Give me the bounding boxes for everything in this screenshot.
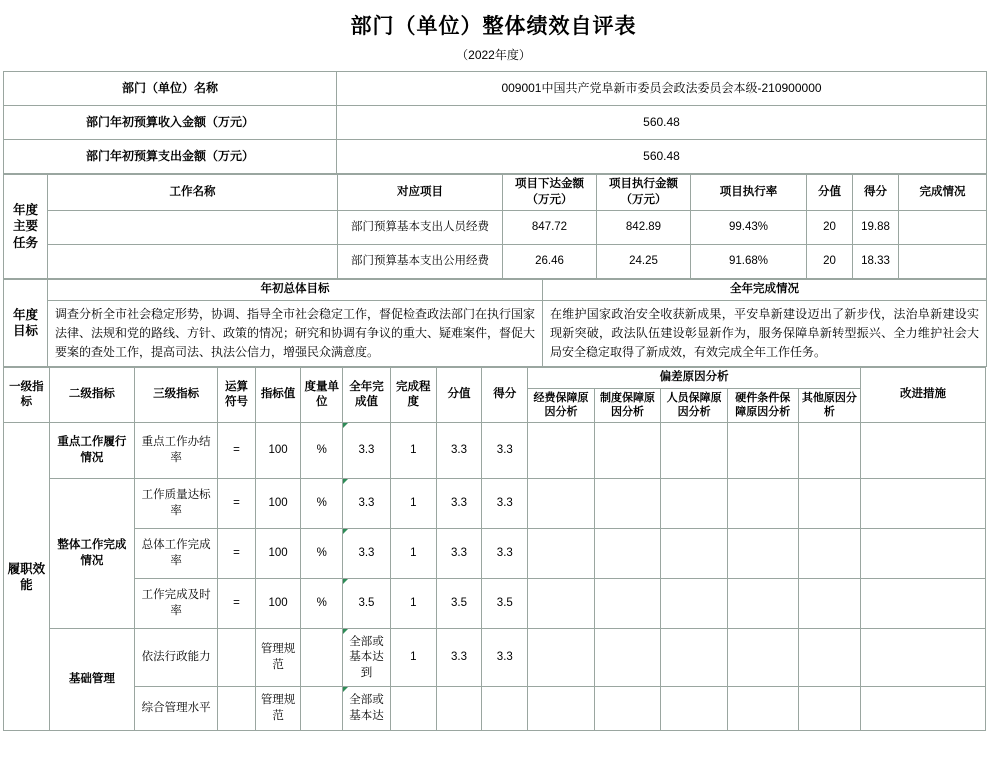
- indicator-score-value: 3.3: [436, 423, 482, 479]
- indicator-unit: [301, 629, 343, 687]
- indicator-level3: 综合管理水平: [135, 687, 218, 731]
- indicator-dev-staff: [661, 579, 728, 629]
- indicator-completion: 1: [390, 579, 436, 629]
- task-status: [899, 211, 987, 245]
- indicator-score: 3.3: [482, 423, 528, 479]
- col-level2: 二级指标: [49, 368, 134, 423]
- col-target-value: 指标值: [255, 368, 301, 423]
- indicator-dev-other: [798, 479, 860, 529]
- indicator-dev-funding: [528, 687, 595, 731]
- task-score: 18.33: [853, 245, 899, 279]
- indicator-dev-system: [594, 687, 661, 731]
- col-dev-staff: 人员保障原因分析: [661, 388, 728, 423]
- indicator-level1: 履职效能: [4, 423, 50, 731]
- indicator-completion: 1: [390, 479, 436, 529]
- col-execution-rate: 项目执行率: [691, 175, 807, 211]
- task-project: 部门预算基本支出人员经费: [338, 211, 503, 245]
- annual-tasks-row-label: 年度主要任务: [4, 175, 48, 279]
- col-allocated: 项目下达金额（万元）: [503, 175, 597, 211]
- goals-initial-header: 年初总体目标: [48, 280, 543, 301]
- title-block: [0, 0, 987, 63]
- indicator-completion: [390, 687, 436, 731]
- col-score: 得分: [853, 175, 899, 211]
- page-subtitle: （2022年度）: [456, 48, 531, 62]
- indicator-operator: =: [218, 479, 255, 529]
- indicator-score-value: 3.3: [436, 529, 482, 579]
- annual-tasks-table: [3, 174, 987, 279]
- col-completion: 完成程度: [390, 368, 436, 423]
- indicator-operator: [218, 687, 255, 731]
- col-score-value: 分值: [436, 368, 482, 423]
- dept-name-label: 部门（单位）名称: [4, 72, 337, 106]
- col-dev-hardware: 硬件条件保障原因分析: [727, 388, 798, 423]
- table-row: [4, 106, 987, 140]
- indicator-target: 100: [255, 423, 301, 479]
- indicator-table: [3, 367, 986, 731]
- task-allocated: 26.46: [503, 245, 597, 279]
- indicator-dev-staff: [661, 423, 728, 479]
- indicator-level2: 整体工作完成情况: [49, 479, 134, 629]
- indicator-score-value: [436, 687, 482, 731]
- indicator-actual: 3.5: [343, 579, 391, 629]
- indicator-level2: 基础管理: [49, 629, 134, 731]
- indicator-dev-other: [798, 579, 860, 629]
- task-rate: 99.43%: [691, 211, 807, 245]
- indicator-dev-funding: [528, 579, 595, 629]
- task-score-value: 20: [807, 245, 853, 279]
- table-row: [4, 479, 986, 529]
- indicator-unit: [301, 687, 343, 731]
- task-work-name: [48, 245, 338, 279]
- col-score-value: 分值: [807, 175, 853, 211]
- indicator-completion: 1: [390, 423, 436, 479]
- indicator-dev-staff: [661, 479, 728, 529]
- budget-expense-label: 部门年初预算支出金额（万元）: [4, 140, 337, 174]
- indicator-operator: =: [218, 579, 255, 629]
- indicator-dev-other: [798, 423, 860, 479]
- indicator-level3: 工作完成及时率: [135, 579, 218, 629]
- indicator-dev-system: [594, 629, 661, 687]
- indicator-dev-other: [798, 687, 860, 731]
- indicator-level3: 重点工作办结率: [135, 423, 218, 479]
- indicator-dev-hardware: [727, 687, 798, 731]
- indicator-improvement: [861, 479, 986, 529]
- table-row: [4, 629, 986, 687]
- col-status: 完成情况: [899, 175, 987, 211]
- indicator-dev-other: [798, 529, 860, 579]
- table-row: [4, 140, 987, 174]
- indicator-target: 100: [255, 479, 301, 529]
- indicator-dev-system: [594, 529, 661, 579]
- budget-income-value: 560.48: [337, 106, 987, 140]
- indicator-target: 管理规范: [255, 629, 301, 687]
- col-operator: 运算符号: [218, 368, 255, 423]
- task-project: 部门预算基本支出公用经费: [338, 245, 503, 279]
- indicator-actual: 全部或基本达: [343, 687, 391, 731]
- goals-completion-text: 在维护国家政治安全收获新成果，平安阜新建设迈出了新步伐，法治阜新建设实现新突破，政法队伍建设彰显新作为，服务保障阜新转型振兴、全力维护社会大局安全稳定取得了新成效，有效完成全年工作任务。: [543, 300, 987, 367]
- page-title: 部门（单位）整体绩效自评表: [350, 15, 637, 38]
- task-score-value: 20: [807, 211, 853, 245]
- table-row: [4, 579, 986, 629]
- indicator-dev-hardware: [727, 479, 798, 529]
- indicator-dev-hardware: [727, 529, 798, 579]
- annual-goals-table: [3, 279, 987, 367]
- indicator-operator: [218, 629, 255, 687]
- table-row: [4, 300, 987, 367]
- indicator-improvement: [861, 579, 986, 629]
- indicator-unit: %: [301, 579, 343, 629]
- task-executed: 842.89: [597, 211, 691, 245]
- indicator-dev-system: [594, 579, 661, 629]
- task-status: [899, 245, 987, 279]
- indicator-operator: =: [218, 423, 255, 479]
- col-deviation-group: 偏差原因分析: [528, 368, 861, 389]
- indicator-level3: 依法行政能力: [135, 629, 218, 687]
- indicator-completion: 1: [390, 629, 436, 687]
- task-executed: 24.25: [597, 245, 691, 279]
- indicator-actual: 3.3: [343, 529, 391, 579]
- indicator-dev-funding: [528, 479, 595, 529]
- budget-income-label: 部门年初预算收入金额（万元）: [4, 106, 337, 140]
- table-row: [4, 687, 986, 731]
- col-level1: 一级指标: [4, 368, 50, 423]
- indicator-improvement: [861, 423, 986, 479]
- indicator-improvement: [861, 629, 986, 687]
- indicator-dev-system: [594, 479, 661, 529]
- table-row: [4, 245, 987, 279]
- indicator-dev-staff: [661, 629, 728, 687]
- indicator-operator: =: [218, 529, 255, 579]
- col-dev-funding: 经费保障原因分析: [528, 388, 595, 423]
- indicator-unit: %: [301, 479, 343, 529]
- col-unit: 度量单位: [301, 368, 343, 423]
- task-score: 19.88: [853, 211, 899, 245]
- indicator-level3: 总体工作完成率: [135, 529, 218, 579]
- dept-name-value: 009001中国共产党阜新市委员会政法委员会本级-210900000: [337, 72, 987, 106]
- indicator-score: 3.3: [482, 529, 528, 579]
- indicator-unit: %: [301, 529, 343, 579]
- col-project: 对应项目: [338, 175, 503, 211]
- table-row: [4, 280, 987, 301]
- indicator-dev-funding: [528, 629, 595, 687]
- col-executed: 项目执行金额（万元）: [597, 175, 691, 211]
- table-row: [4, 211, 987, 245]
- indicator-score-value: 3.5: [436, 579, 482, 629]
- table-row: [4, 368, 986, 389]
- indicator-score: 3.3: [482, 479, 528, 529]
- col-improvement: 改进措施: [861, 368, 986, 423]
- table-row: [4, 175, 987, 211]
- indicator-unit: %: [301, 423, 343, 479]
- table-row: [4, 423, 986, 479]
- indicator-completion: 1: [390, 529, 436, 579]
- indicator-target: 100: [255, 579, 301, 629]
- header-info-table: [3, 71, 987, 174]
- budget-expense-value: 560.48: [337, 140, 987, 174]
- indicator-dev-hardware: [727, 423, 798, 479]
- indicator-dev-funding: [528, 423, 595, 479]
- indicator-score: [482, 687, 528, 731]
- col-score: 得分: [482, 368, 528, 423]
- table-row: [4, 529, 986, 579]
- indicator-dev-hardware: [727, 629, 798, 687]
- table-row: [4, 72, 987, 106]
- indicator-score-value: 3.3: [436, 629, 482, 687]
- indicator-dev-staff: [661, 529, 728, 579]
- indicator-score: 3.3: [482, 629, 528, 687]
- indicator-level3: 工作质量达标率: [135, 479, 218, 529]
- indicator-target: 管理规范: [255, 687, 301, 731]
- annual-goals-row-label: 年度目标: [4, 280, 48, 367]
- col-work-name: 工作名称: [48, 175, 338, 211]
- indicator-dev-system: [594, 423, 661, 479]
- indicator-improvement: [861, 687, 986, 731]
- indicator-score: 3.5: [482, 579, 528, 629]
- col-actual-value: 全年完成值: [343, 368, 391, 423]
- indicator-dev-other: [798, 629, 860, 687]
- indicator-actual: 全部或基本达到: [343, 629, 391, 687]
- indicator-improvement: [861, 529, 986, 579]
- goals-completion-header: 全年完成情况: [543, 280, 987, 301]
- indicator-dev-funding: [528, 529, 595, 579]
- indicator-dev-staff: [661, 687, 728, 731]
- indicator-dev-hardware: [727, 579, 798, 629]
- col-dev-other: 其他原因分析: [798, 388, 860, 423]
- indicator-level2: 重点工作履行情况: [49, 423, 134, 479]
- indicator-actual: 3.3: [343, 423, 391, 479]
- col-dev-system: 制度保障原因分析: [594, 388, 661, 423]
- task-rate: 91.68%: [691, 245, 807, 279]
- task-work-name: [48, 211, 338, 245]
- goals-initial-text: 调查分析全市社会稳定形势，协调、指导全市社会稳定工作，督促检查政法部门在执行国家法律、法规和党的路线、方针、政策的情况；研究和协调有争议的重大、疑难案件，督促大要案的查处工作，提高司法、执法公信力，增强民众满意度。: [48, 300, 543, 367]
- col-level3: 三级指标: [135, 368, 218, 423]
- indicator-target: 100: [255, 529, 301, 579]
- task-allocated: 847.72: [503, 211, 597, 245]
- indicator-score-value: 3.3: [436, 479, 482, 529]
- indicator-actual: 3.3: [343, 479, 391, 529]
